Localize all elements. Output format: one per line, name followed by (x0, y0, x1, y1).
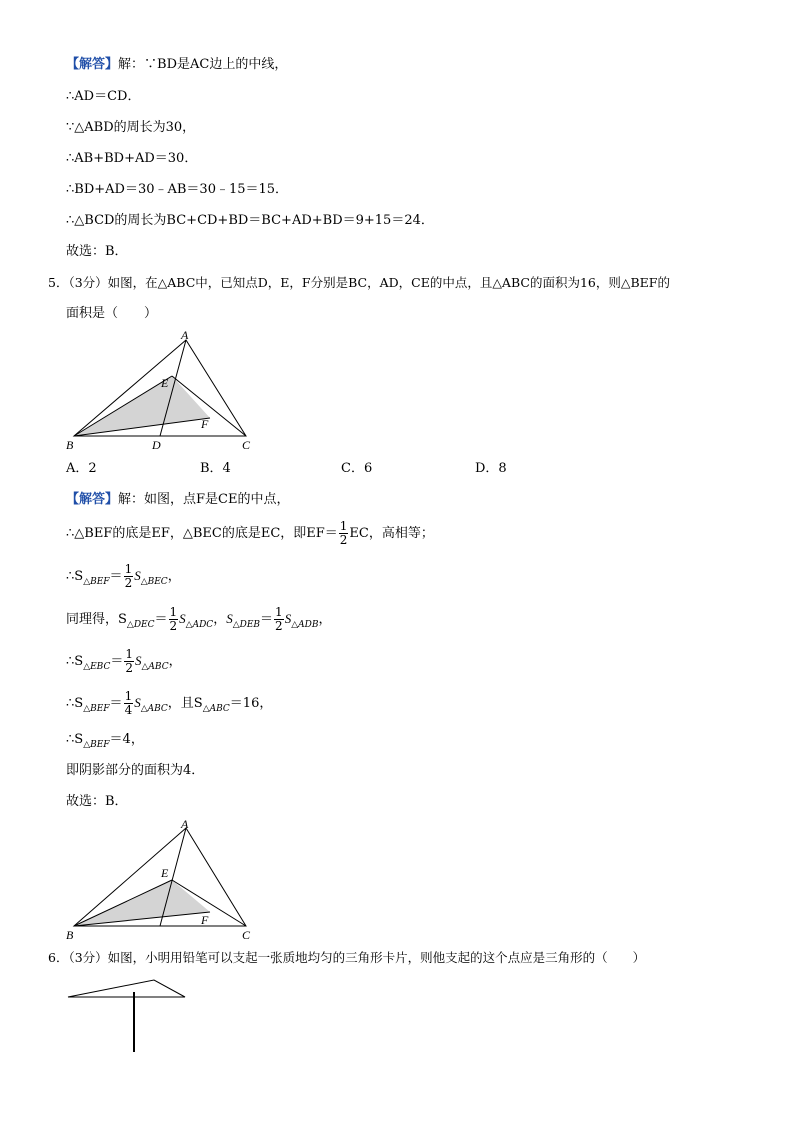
fraction-one-half: $\frac{1}{2}$ (339, 519, 348, 547)
solution4-line6: ∴△BCD的周长为BC+CD+BD＝BC+AD+BD＝9+15＝24． (66, 213, 434, 228)
fraction-one-half: $\frac{1}{2}$ (125, 647, 134, 675)
q5-solution-line7: $\therefore S_{\triangle BEF}=4$， (66, 732, 144, 750)
q5-solution-line3: $\therefore S_{\triangle BEF}=$ $\frac{1}{2}$ $S_{\triangle BEC}$， (66, 562, 181, 590)
solution4-line5: ∴BD+AD＝30﹣AB＝30﹣15＝15． (66, 182, 289, 197)
triangle-card (68, 980, 185, 997)
q5-solution-line5: $\therefore S_{\triangle EBC}=$ $\frac{1}{2}$ $S_{\triangle ABC}$， (66, 647, 182, 675)
option-d: D．8 (475, 461, 507, 476)
fraction-one-half: $\frac{1}{2}$ (124, 562, 133, 590)
fraction-one-quarter: $\frac{1}{4}$ (124, 689, 133, 717)
solution4-line4: ∴AB+BD+AD＝30． (66, 151, 198, 166)
solution4-line1: 【解答】解：∵BD是AC边上的中线， (66, 57, 288, 72)
solution4-line3: ∵△ABD的周长为30， (66, 120, 196, 135)
label-d: D (152, 438, 161, 452)
q5-solution-line8: 即阴影部分的面积为4． (66, 763, 205, 778)
label-c: C (242, 438, 251, 452)
label-e: E (161, 376, 169, 390)
fraction-one-half: $\frac{1}{2}$ (169, 605, 178, 633)
q5-stem-line1: 5．（3分）如图，在△ABC中，已知点D，E，F分别是BC，AD，CE的中点，且△ABC的面积为16，则△BEF的 (48, 275, 670, 290)
label-e: E (161, 866, 169, 880)
option-c: C．6 (341, 461, 373, 476)
q5-triangle-figure (60, 328, 260, 456)
fraction-one-half: $\frac{1}{2}$ (275, 605, 283, 633)
label-c: C (242, 928, 251, 942)
label-f: F (201, 417, 209, 431)
label-a: A (181, 818, 189, 831)
q5-stem-line2: 面积是（ ） (66, 306, 158, 321)
q5-solution-line6: $\therefore S_{\triangle BEF}=$ $\frac{1}{4}$ $S_{\triangle ABC}$，且$S_{\triangle ABC}=16$， (66, 689, 273, 717)
option-b: B．4 (200, 461, 231, 476)
q5-solution-line4: 同理得，$S_{\triangle DEC}=$ $\frac{1}{2}$ $S_{\triangle ADC}$，$S_{\triangle DEB}=$ $\frac{1}{2}$ $S_{\triangle ADB}$， (66, 605, 332, 633)
q6-pencil-card-figure (60, 975, 200, 1060)
label-b: B (66, 928, 74, 942)
q5-solution-line9: 故选：B． (66, 794, 128, 809)
answer-tag: 【解答】 (66, 57, 119, 72)
solution4-line7: 故选：B． (66, 244, 128, 259)
label-b: B (66, 438, 74, 452)
q6-stem: 6．（3分）如图，小明用铅笔可以支起一张质地均匀的三角形卡片，则他支起的这个点应是三角形的（ ） (48, 950, 646, 965)
answer-tag: 【解答】 (66, 492, 119, 507)
q5-solution-line2: ∴△BEF的底是EF，△BEC的底是EC，即EF＝ $\frac{1}{2}$ EC，高相等； (66, 519, 434, 547)
solution4-line2: ∴AD＝CD． (66, 89, 141, 104)
label-a: A (181, 328, 189, 342)
option-a: A．2 (66, 461, 97, 476)
q5-solution-triangle-figure (60, 818, 260, 946)
q5-solution-line1: 【解答】解：如图，点F是CE的中点， (66, 492, 290, 507)
label-f: F (201, 913, 209, 927)
